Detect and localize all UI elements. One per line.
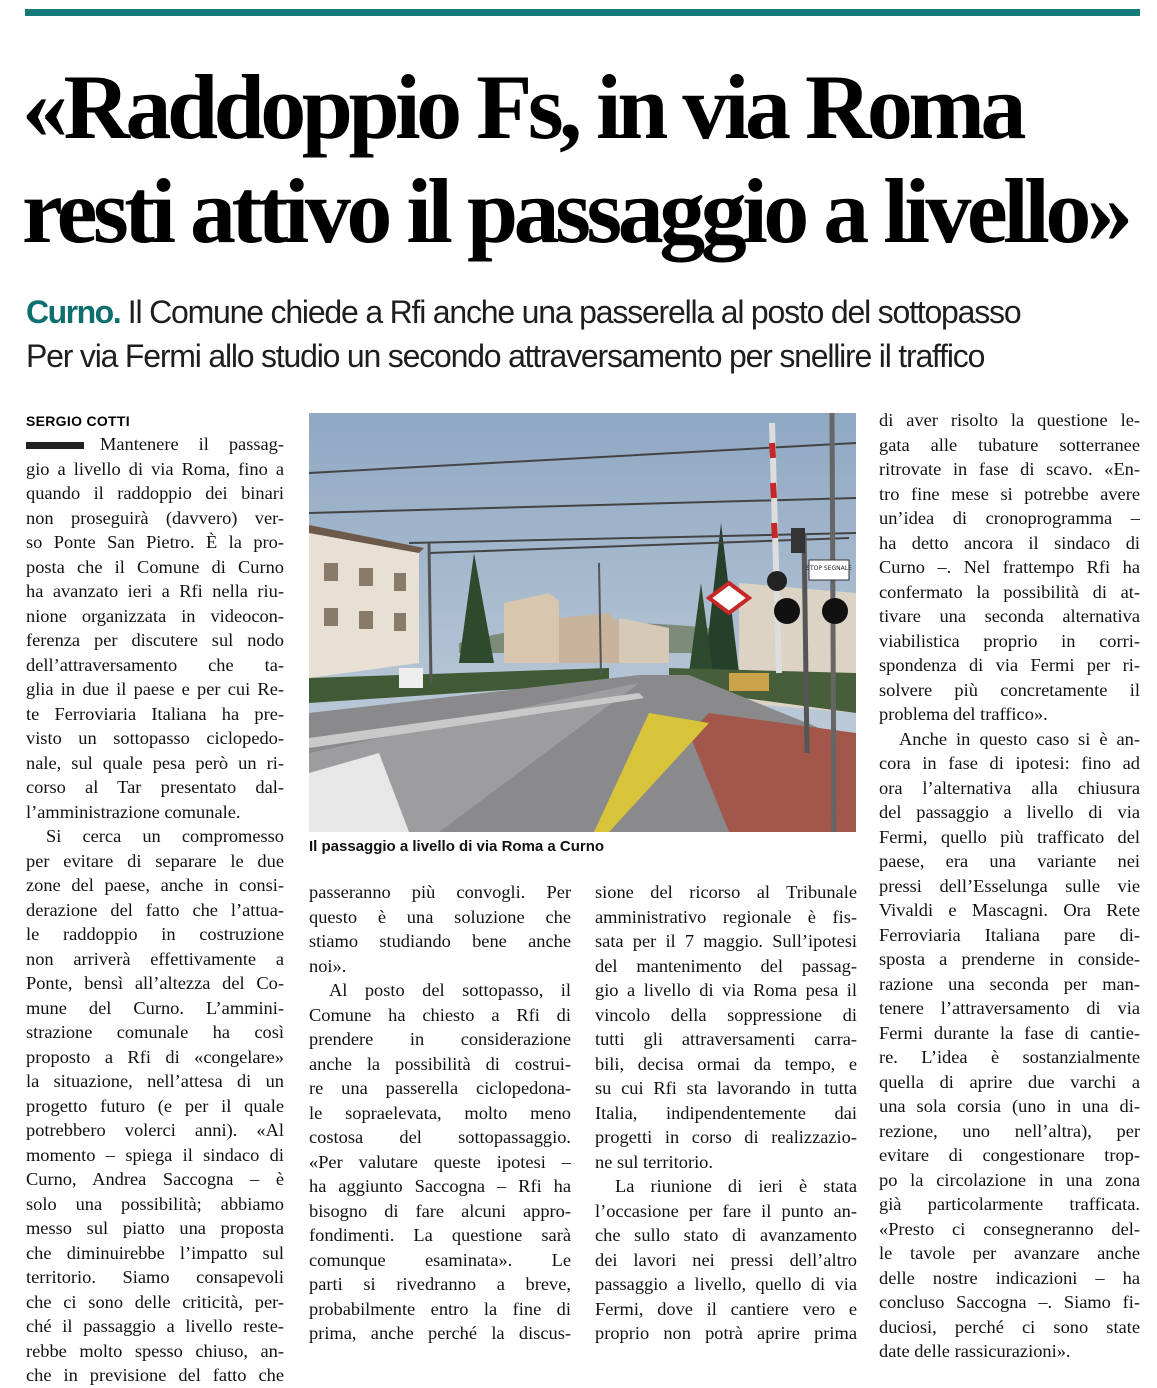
article-text-line <box>26 628 284 653</box>
article-text-line <box>26 457 284 482</box>
article-text-line <box>26 432 284 457</box>
article-text-line <box>879 1241 1140 1266</box>
article-text-line <box>595 1003 857 1028</box>
article-text-line <box>26 702 284 727</box>
article-text: parti si rivedranno a breve, <box>309 1274 571 1294</box>
article-text-line <box>879 727 1140 752</box>
subhead-line-2: Per via Fermi allo studio un secondo attraversamento per snellire il traffico <box>26 338 985 374</box>
article-text-line <box>879 1143 1140 1168</box>
article-text: viabilistica proprio in corri- <box>879 630 1140 651</box>
article-text: gata alle tubature sotterranee <box>879 434 1140 455</box>
lead-dash-mark <box>26 442 84 449</box>
article-text: momento – spiega il sindaco di <box>26 1144 284 1165</box>
article-text-line <box>879 1290 1140 1315</box>
article-text-line <box>26 971 284 996</box>
article-text: costosa del sottopassaggio. <box>309 1127 571 1147</box>
article-text-line <box>879 751 1140 776</box>
article-text: l’occasione per fare il punto an- <box>595 1200 857 1221</box>
article-text: Mantenere il passag- <box>100 434 284 454</box>
article-text-line <box>26 1290 284 1315</box>
article-text-line <box>26 579 284 604</box>
article-text: proprio non potrà aprire prima <box>595 1323 857 1343</box>
article-text-line <box>26 996 284 1021</box>
article-text: Ferroviaria Italiana pare di- <box>879 924 1140 945</box>
article-text-line <box>26 1167 284 1192</box>
article-text: ha avanzato ieri a Rfi nella riu- <box>26 581 284 601</box>
article-text-line <box>26 677 284 702</box>
article-text: Curno, Andrea Saccogna – è <box>26 1169 284 1189</box>
article-text: re una passerella ciclopedona- <box>309 1078 571 1098</box>
article-text-line <box>595 978 857 1003</box>
article-text-line <box>26 1363 284 1388</box>
article-text-line <box>595 880 857 905</box>
article-text: passaggio a livello, quello di via <box>595 1274 857 1294</box>
article-text-line <box>26 1192 284 1217</box>
article-text-line <box>879 1070 1140 1095</box>
article-text: probabilmente entro la fine di <box>309 1298 571 1319</box>
article-text-line <box>595 1150 857 1175</box>
article-column-1 <box>26 432 284 1388</box>
article-text: tro fine mese si potrebbe avere <box>879 483 1140 504</box>
article-text-line <box>26 775 284 800</box>
article-text: cora in fase di ipotesi: fino ad <box>879 753 1140 773</box>
article-text: so Ponte San Pietro. È la pro- <box>26 532 284 552</box>
article-text: date delle rassicurazioni». <box>879 1341 1071 1361</box>
article-text-line <box>879 825 1140 850</box>
subhead-kicker: Curno. <box>26 294 121 330</box>
article-text: amministrativo regionale è fis- <box>595 906 857 927</box>
headline <box>22 55 1142 263</box>
article-text-line <box>879 972 1140 997</box>
article-text-line <box>879 604 1140 629</box>
article-text: solo una possibilità; abbiamo <box>26 1193 284 1214</box>
article-text-line <box>309 954 571 979</box>
article-text-line <box>879 555 1140 580</box>
article-text-line <box>879 1168 1140 1193</box>
article-text-line <box>879 923 1140 948</box>
article-text: sione del ricorso al Tribunale <box>595 882 857 902</box>
article-text: paese, era una variante nei <box>879 851 1140 871</box>
article-text-line <box>595 1052 857 1077</box>
article-text-line <box>309 1297 571 1322</box>
article-text: nale, sul quale pesa però un ri- <box>26 752 284 773</box>
article-text: dei lavori nei pressi dell’altro <box>595 1249 857 1270</box>
article-text: le tavole per avanzare anche <box>879 1243 1140 1263</box>
article-text: già particolarmente trafficata. <box>879 1194 1140 1214</box>
article-text: zone del paese, anche in consi- <box>26 875 284 895</box>
article-text-line <box>309 1248 571 1273</box>
photo-caption: Il passaggio a livello di via Roma a Curno <box>309 838 605 855</box>
article-text-line <box>26 873 284 898</box>
article-text: solvere più concretamente il <box>879 679 1140 700</box>
article-text-line <box>879 531 1140 556</box>
article-text: prendere in considerazione <box>309 1029 571 1049</box>
article-text-line <box>879 433 1140 458</box>
article-text-line <box>595 954 857 979</box>
article-text-line <box>26 922 284 947</box>
article-text-line <box>26 751 284 776</box>
article-text-line <box>26 1143 284 1168</box>
article-text: glia in due il paese e per cui Re- <box>26 679 284 699</box>
article-text-line <box>879 653 1140 678</box>
article-text: Italia, indipendentemente dai <box>595 1102 857 1123</box>
article-text-line <box>879 1315 1140 1340</box>
article-text: spondenza di via Fermi per ri- <box>879 655 1140 675</box>
article-text-line <box>879 1192 1140 1217</box>
article-text-line <box>309 905 571 930</box>
article-text-line <box>879 1339 1140 1364</box>
article-text-line <box>879 849 1140 874</box>
article-text: noi». <box>309 955 347 976</box>
article-text: dell’attraversamento che ta- <box>26 654 284 675</box>
article-text-line <box>26 726 284 751</box>
article-text: rezione, uno nell’altra), per <box>879 1120 1140 1141</box>
article-text: strazione comunale ha così <box>26 1022 284 1042</box>
article-text-line <box>26 824 284 849</box>
article-text-line <box>26 1045 284 1070</box>
subheadline <box>26 290 1136 378</box>
article-text: «Presto ci consegneranno del- <box>879 1218 1140 1239</box>
article-text: che diminuirebbe l’impatto sul <box>26 1242 284 1263</box>
article-text-line <box>26 1069 284 1094</box>
article-text: Curno –. Nel frattempo Rfi ha <box>879 557 1140 577</box>
article-text-line <box>309 1174 571 1199</box>
article-text-line <box>879 1217 1140 1242</box>
article-text-line <box>879 996 1140 1021</box>
article-text: rebbe molto spesso chiuso, an- <box>26 1340 284 1361</box>
article-photo <box>309 413 856 832</box>
article-text: mune del Curno. L’ammini- <box>26 997 284 1018</box>
article-text-line <box>879 800 1140 825</box>
article-text-line <box>26 1094 284 1119</box>
article-text-line <box>26 506 284 531</box>
article-text: Si cerca un compromesso <box>46 826 284 846</box>
article-text: ché il passaggio a livello reste- <box>26 1316 284 1336</box>
article-text: delle nostre indicazioni – ha <box>879 1267 1140 1288</box>
article-text: non arriverà effettivamente a <box>26 948 284 969</box>
article-text: che sullo stato di avanzamento <box>595 1225 857 1245</box>
article-text-line <box>309 1272 571 1297</box>
article-text: anche la possibilità di costrui- <box>309 1053 571 1074</box>
article-text: le sopraelevata, molto meno <box>309 1102 571 1123</box>
article-text-line <box>309 1321 571 1346</box>
article-text-line <box>879 947 1140 972</box>
article-text: la situazione, nell’attesa di un <box>26 1071 284 1091</box>
article-text: l’amministrazione comunale. <box>26 801 241 822</box>
article-text-line <box>595 1199 857 1224</box>
article-text-line <box>595 1272 857 1297</box>
byline: SERGIO COTTI <box>26 413 130 429</box>
article-text: ne sul territorio. <box>595 1151 713 1172</box>
article-text: re. L’idea è sostanzialmente <box>879 1047 1140 1067</box>
article-text: confermato la possibilità di at- <box>879 581 1140 602</box>
article-column-2 <box>309 880 571 1346</box>
article-text-line <box>879 1045 1140 1070</box>
article-text: di aver risolto la questione le- <box>879 410 1140 430</box>
article-text: Al posto del sottopasso, il <box>329 980 571 1000</box>
article-text: del mantenimento del passag- <box>595 955 857 976</box>
article-text-line <box>26 898 284 923</box>
article-text-line <box>309 1052 571 1077</box>
article-text-line <box>595 929 857 954</box>
article-text: Comune ha chiesto a Rfi di <box>309 1004 571 1025</box>
article-text-line <box>595 1321 857 1346</box>
article-text: proposto a Rfi di «congelare» <box>26 1046 284 1067</box>
article-text: Fermi, dove il cantiere vero e <box>595 1298 857 1319</box>
article-text: sposta a prenderne in conside- <box>879 949 1140 969</box>
article-column-3 <box>595 880 857 1346</box>
article-text: «Per valutare queste ipotesi – <box>309 1151 571 1172</box>
article-text: Fermi durante la fase di cantie- <box>879 1022 1140 1043</box>
article-text-line <box>595 1297 857 1322</box>
article-text: non proseguirà (davvero) ver- <box>26 507 284 528</box>
article-text-line <box>595 1101 857 1126</box>
article-text: evitare di congestionare trop- <box>879 1145 1140 1165</box>
article-text: bili, decisa ormai da tempo, e <box>595 1053 857 1074</box>
article-text-line <box>26 800 284 825</box>
article-text: potrebbero volerci anni). «Al <box>26 1120 284 1140</box>
article-text: gio a livello di via Roma pesa il <box>595 980 857 1000</box>
article-text: Anche in questo caso si è an- <box>899 728 1140 749</box>
article-text-line <box>26 1118 284 1143</box>
article-text-line <box>26 849 284 874</box>
article-text: problema del traffico». <box>879 704 1048 724</box>
article-text-line <box>26 1241 284 1266</box>
article-text-line <box>879 408 1140 433</box>
article-text-line <box>26 653 284 678</box>
article-text: quella di aprire due varchi a <box>879 1071 1140 1092</box>
article-text: Vivaldi e Mascagni. Ora Rete <box>879 900 1140 920</box>
top-accent-bar <box>25 9 1140 16</box>
article-text-line <box>26 604 284 629</box>
article-text: quando il raddoppio dei binari <box>26 483 284 503</box>
article-text-line <box>595 1076 857 1101</box>
article-text-line <box>879 580 1140 605</box>
article-text: questo è una soluzione che <box>309 906 571 927</box>
article-text: fondimenti. La questione sarà <box>309 1225 571 1245</box>
article-text-line <box>879 1094 1140 1119</box>
article-text-line <box>309 1150 571 1175</box>
article-text: vincolo della soppressione di <box>595 1004 857 1025</box>
article-text-line <box>309 929 571 954</box>
article-text: che in previsione del fatto che <box>26 1365 284 1385</box>
article-text-line <box>309 1003 571 1028</box>
article-text-line <box>595 1027 857 1052</box>
article-text-line <box>26 481 284 506</box>
article-text: La riunione di ieri è stata <box>615 1176 857 1196</box>
article-text: ha aggiunto Saccogna – Rfi ha <box>309 1176 571 1196</box>
headline-line-2: resti attivo il passaggio a livello» <box>22 160 1129 262</box>
article-text: per evitare di separare le due <box>26 850 284 871</box>
article-text: corso al Tar presentato dal- <box>26 777 284 797</box>
article-text-line <box>309 1223 571 1248</box>
article-text: del passaggio a livello di via <box>879 802 1140 822</box>
article-text: po la circolazione in una zona <box>879 1169 1140 1190</box>
article-text: prima, anche perché la discus- <box>309 1323 571 1343</box>
subhead-line-1: Il Comune chiede a Rfi anche una passerella al posto del sottopasso <box>127 294 1021 330</box>
headline-line-1: «Raddoppio Fs, in via Roma <box>22 56 1023 158</box>
article-text: razione una seconda per man- <box>879 973 1140 994</box>
article-text: ora l’alternativa alla chiusura <box>879 777 1140 798</box>
article-text-line <box>26 1020 284 1045</box>
article-text: progetti in corso di realizzazio- <box>595 1127 857 1147</box>
article-text-line <box>879 1266 1140 1291</box>
article-text-line <box>26 530 284 555</box>
article-text: progetto futuro (e per il quale <box>26 1095 284 1116</box>
article-text: nione organizzata in videocon- <box>26 605 284 626</box>
article-text-line <box>309 1076 571 1101</box>
article-text: comunque esaminata». Le <box>309 1249 571 1270</box>
article-text-line <box>879 629 1140 654</box>
article-text: stiamo studiando bene anche <box>309 931 571 951</box>
article-text-line <box>879 702 1140 727</box>
article-text-line <box>879 776 1140 801</box>
article-text-line <box>879 874 1140 899</box>
article-text-line <box>879 898 1140 923</box>
article-text: tenere l’attraversamento di via <box>879 998 1140 1018</box>
article-text-line <box>26 1339 284 1364</box>
article-text: duciosi, perché ci sono state <box>879 1316 1140 1337</box>
article-text: sata per il 7 maggio. Sull’ipotesi <box>595 931 857 951</box>
article-text: le raddoppio in costruzione <box>26 924 284 944</box>
article-text: ferenza per discutere sul nodo <box>26 630 284 650</box>
article-text: bisogno di fare alcuni appro- <box>309 1200 571 1221</box>
article-text: ha detto ancora il sindaco di <box>879 532 1140 553</box>
article-text: derazione del fatto che l’attua- <box>26 899 284 920</box>
article-text: che ci sono delle criticità, per- <box>26 1291 284 1312</box>
article-text-line <box>879 678 1140 703</box>
article-text: concluso Saccogna –. Siamo fi- <box>879 1292 1140 1312</box>
article-text: territorio. Siamo consapevoli <box>26 1267 284 1287</box>
article-text: te Ferroviaria Italiana ha pre- <box>26 703 284 724</box>
article-text: pressi dell’Esselunga sulle vie <box>879 875 1140 896</box>
article-column-4 <box>879 408 1140 1364</box>
article-text-line <box>26 947 284 972</box>
article-text-line <box>595 1174 857 1199</box>
article-text: ritrovate in fase di scavo. «En- <box>879 459 1140 479</box>
article-text-line <box>26 1265 284 1290</box>
article-text-line <box>309 978 571 1003</box>
article-text-line <box>879 1021 1140 1046</box>
article-text-line <box>26 1314 284 1339</box>
article-text: posta che il Comune di Curno <box>26 556 284 577</box>
article-text: visto un sottopasso ciclopedo- <box>26 728 284 748</box>
article-text-line <box>309 1125 571 1150</box>
article-text-line <box>309 1027 571 1052</box>
article-text: gio a livello di via Roma, fino a <box>26 458 284 479</box>
article-text-line <box>879 506 1140 531</box>
article-text-line <box>595 1223 857 1248</box>
article-text-line <box>879 1119 1140 1144</box>
article-text: Fermi, quello più trafficato del <box>879 826 1140 847</box>
article-text-line <box>309 1101 571 1126</box>
article-text-line <box>595 1248 857 1273</box>
article-text: un’idea di cronoprogramma – <box>879 508 1140 528</box>
article-text-line <box>595 905 857 930</box>
article-text-line <box>309 1199 571 1224</box>
article-text: una sola corsia (uno in una di- <box>879 1096 1140 1116</box>
article-text-line <box>879 457 1140 482</box>
article-text-line <box>26 555 284 580</box>
article-text: tivare una seconda alternativa <box>879 606 1140 626</box>
article-text-line <box>879 482 1140 507</box>
article-text: tutti gli attraversamenti carra- <box>595 1029 857 1049</box>
article-text-line <box>595 1125 857 1150</box>
article-text: su cui Rfi sta lavorando in tutta <box>595 1078 857 1098</box>
article-text-line <box>309 880 571 905</box>
article-text-line <box>26 1216 284 1241</box>
stop-sign-text: STOP SEGNALE <box>806 565 852 572</box>
article-text: messo sul piatto una proposta <box>26 1218 284 1238</box>
article-text: Ponte, bensì all’altezza del Co- <box>26 973 284 993</box>
article-text: passeranno più convogli. Per <box>309 882 571 902</box>
